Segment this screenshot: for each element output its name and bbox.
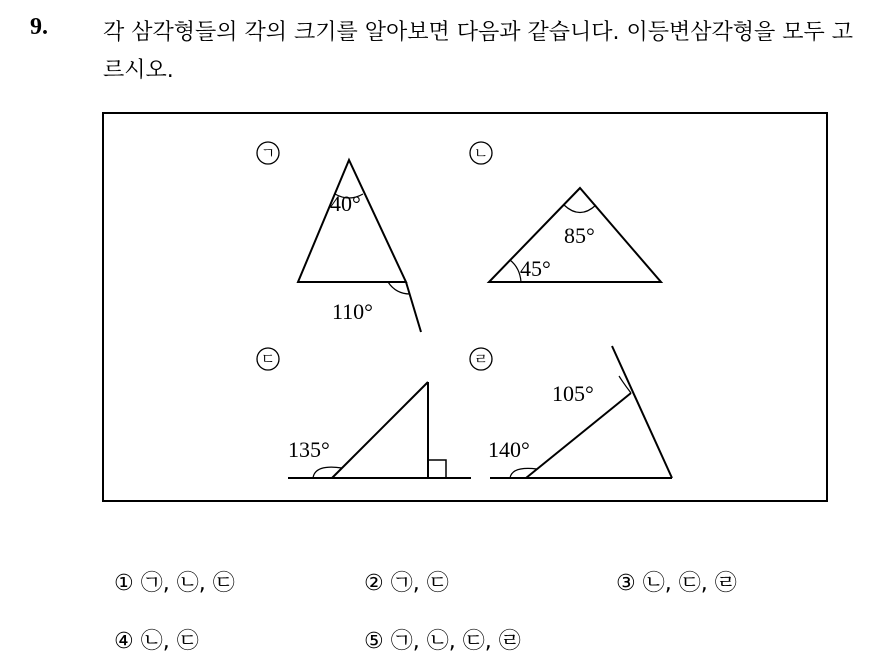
- question-number: 9.: [30, 14, 48, 40]
- triangle-diagram: [104, 114, 826, 500]
- choice-5[interactable]: [364, 624, 521, 655]
- choice-1-number: ①: [114, 571, 134, 596]
- question-text: 각 삼각형들의 각의 크기를 알아보면 다음과 같습니다. 이등변삼각형을 모두 고르시오.: [103, 20, 853, 83]
- choice-2[interactable]: [364, 566, 449, 597]
- angle-140: 140°: [488, 437, 530, 462]
- choice-2-number: ②: [364, 571, 384, 596]
- angle-40: 40°: [330, 191, 361, 216]
- angle-85: 85°: [564, 223, 595, 248]
- choice-4[interactable]: [114, 624, 199, 655]
- angle-105: 105°: [552, 381, 594, 406]
- choice-1-text: ㉠, ㉡, ㉢: [140, 571, 235, 596]
- choice-5-number: ⑤: [364, 629, 384, 654]
- choice-3-number: ③: [616, 571, 636, 596]
- choice-2-text: ㉠, ㉢: [390, 571, 449, 596]
- angle-110: 110°: [332, 299, 373, 324]
- angle-45: 45°: [520, 256, 551, 281]
- angle-135: 135°: [288, 437, 330, 462]
- label-triangle-c: ㄷ: [260, 350, 276, 368]
- label-triangle-b: ㄴ: [473, 144, 489, 162]
- triangle-figure-box: [102, 112, 828, 502]
- choice-1[interactable]: [114, 566, 235, 597]
- choice-4-text: ㉡, ㉢: [140, 629, 199, 654]
- triangle-c: [288, 382, 471, 478]
- choice-4-number: ④: [114, 629, 134, 654]
- label-triangle-a: ㄱ: [260, 144, 276, 162]
- choice-5-text: ㉠, ㉡, ㉢, ㉣: [390, 629, 521, 654]
- choice-3-text: ㉡, ㉢, ㉣: [642, 571, 737, 596]
- choice-3[interactable]: [616, 566, 737, 597]
- label-triangle-d: ㄹ: [473, 350, 489, 368]
